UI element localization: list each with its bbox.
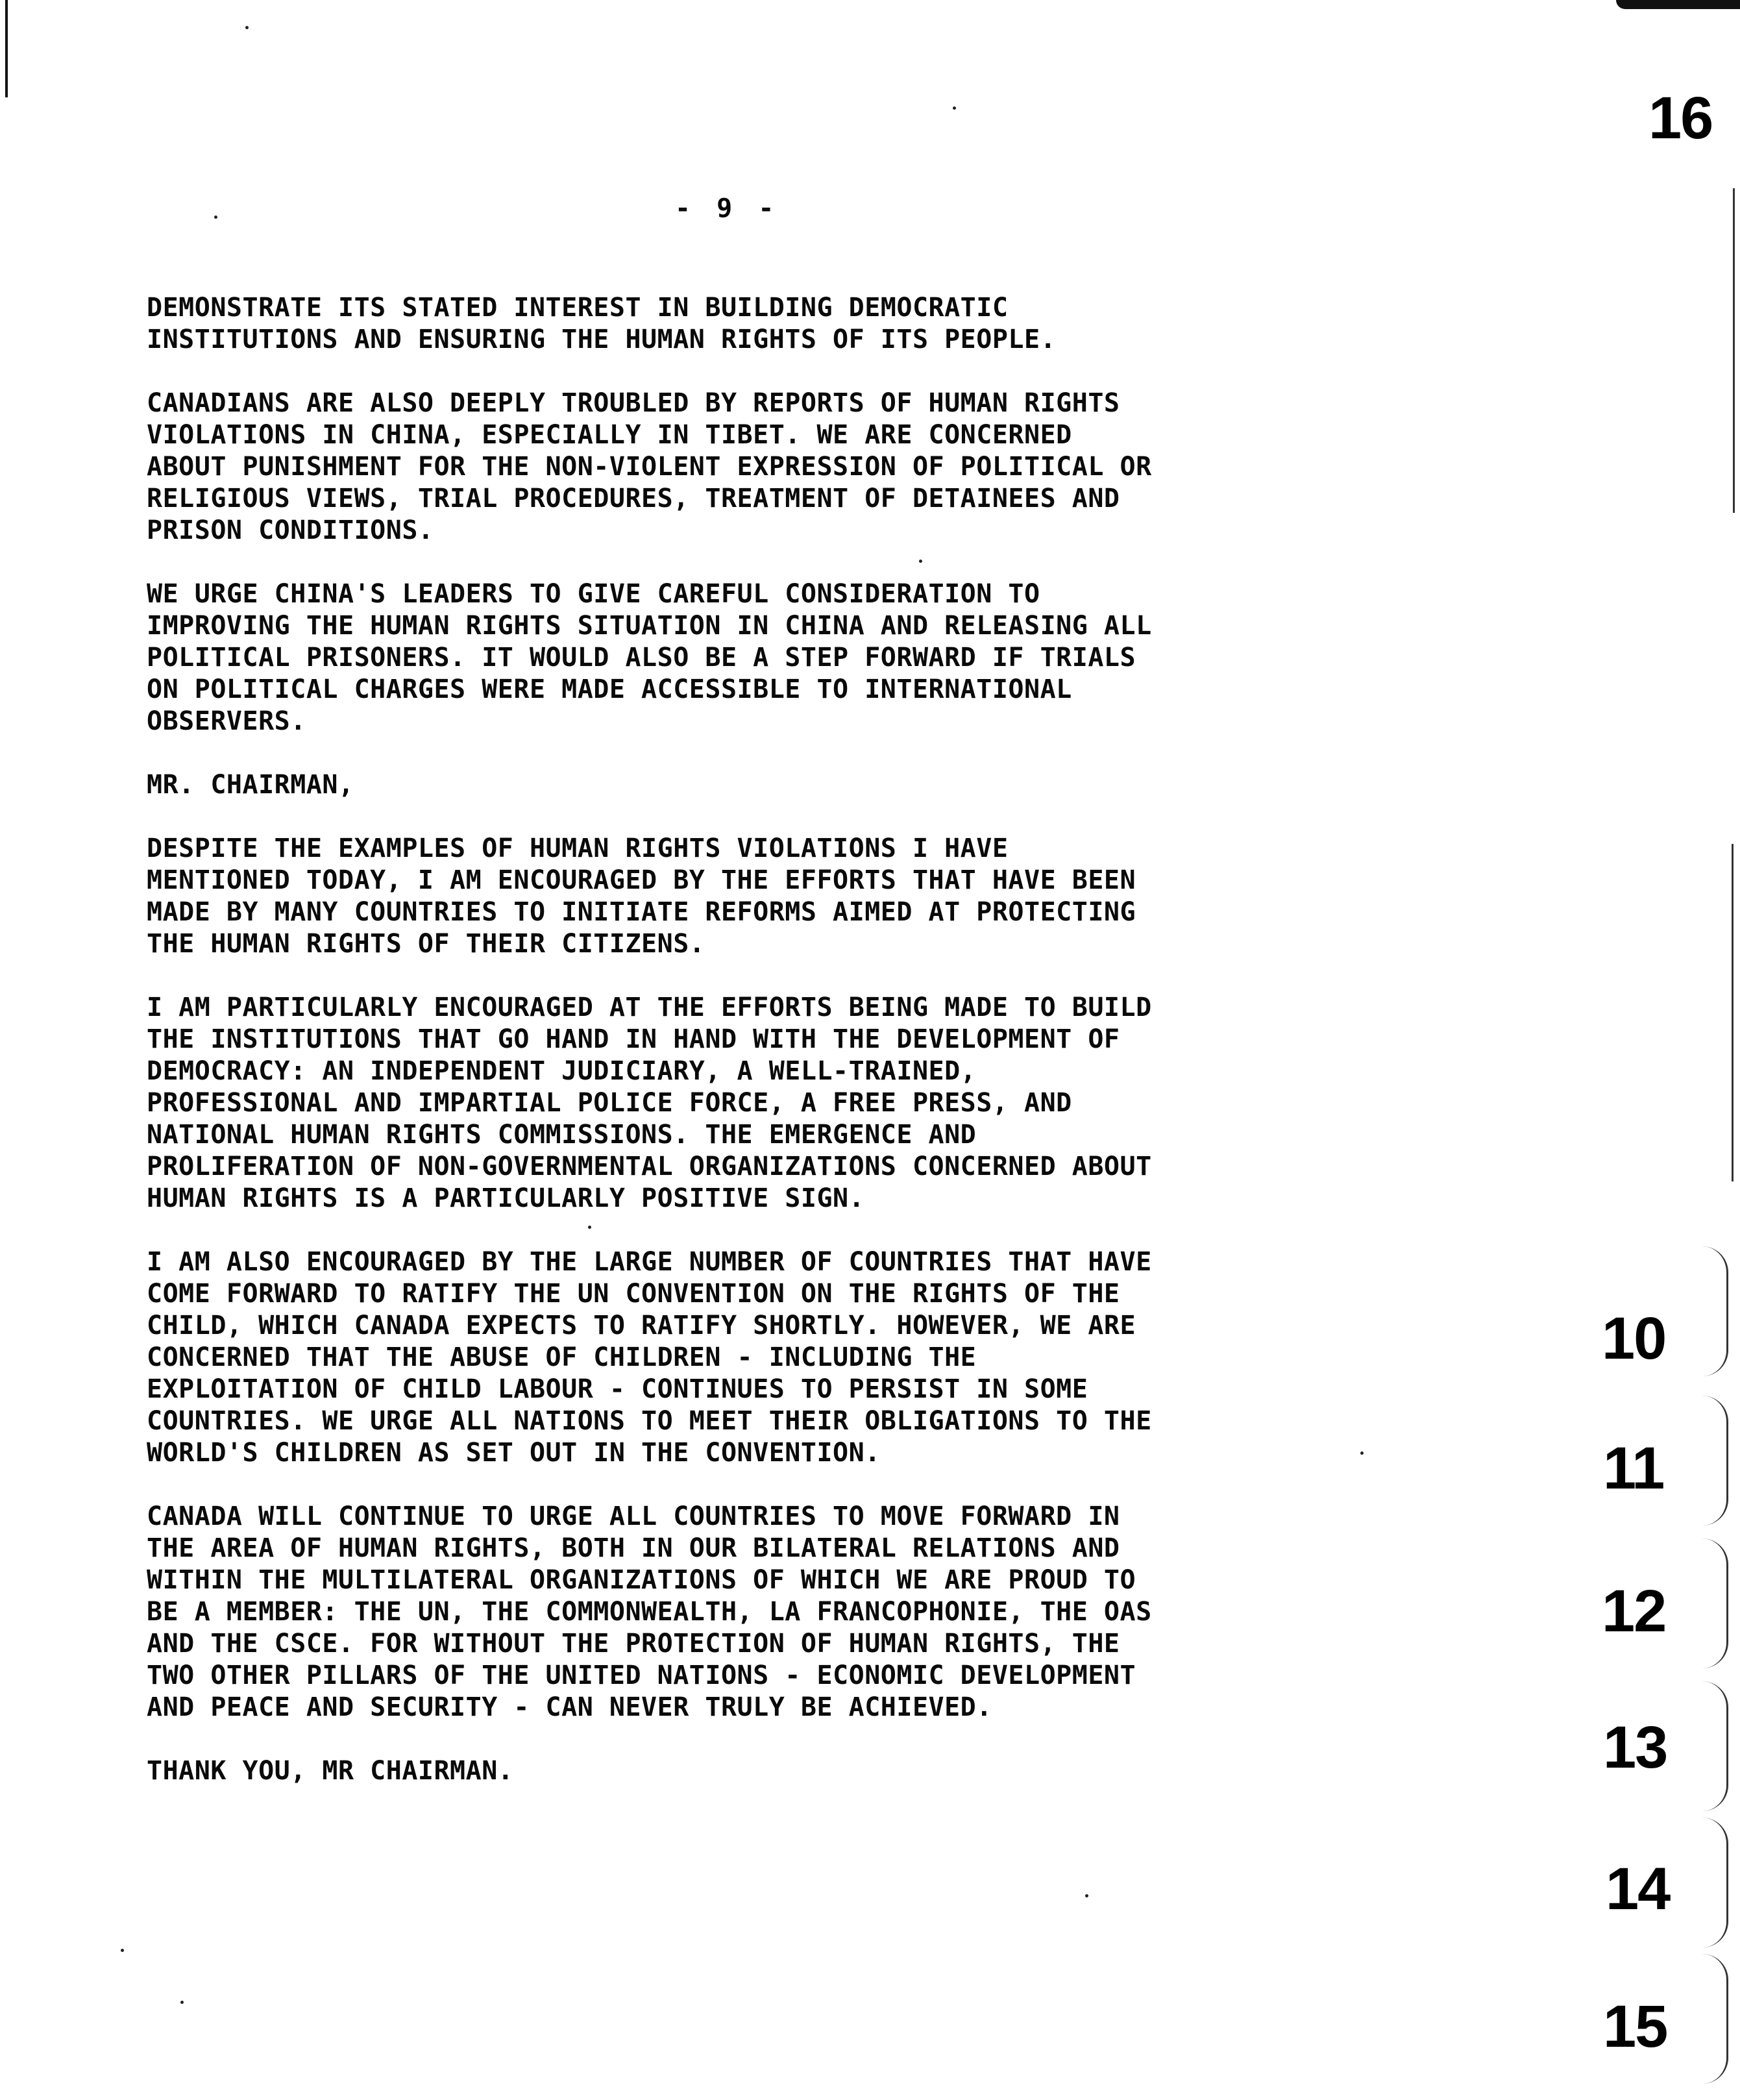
tab-edge [1687, 1246, 1728, 1376]
scan-speck [953, 106, 956, 110]
scan-speck [588, 1226, 591, 1229]
index-tab-12: 12 [1602, 1578, 1666, 1644]
tab-edge [1732, 844, 1734, 1181]
index-tab-10: 10 [1602, 1305, 1666, 1372]
index-tab-16: 16 [1648, 85, 1713, 151]
paragraph: DEMONSTRATE ITS STATED INTEREST IN BUILDING DEMOCRATIC INSTITUTIONS AND ENSURING THE HUMAN RIGHTS OF ITS PEOPLE. [147, 293, 1057, 354]
scan-speck [1360, 1451, 1364, 1455]
tab-edge [1687, 1396, 1728, 1526]
scan-speck [1085, 1894, 1088, 1897]
paragraph: DESPITE THE EXAMPLES OF HUMAN RIGHTS VIOLATIONS I HAVE MENTIONED TODAY, I AM ENCOURAGED BY THE EFFORTS THAT HAVE BEEN MADE BY MANY COUNTRIES TO INITIATE REFORMS AIMED AT PROTECTING THE HUMAN RIGHTS OF THEIR CITIZENS. [147, 834, 1136, 959]
page-number: - 9 - [675, 193, 779, 223]
paragraph: CANADA WILL CONTINUE TO URGE ALL COUNTRIES TO MOVE FORWARD IN THE AREA OF HUMAN RIGHTS, BOTH IN OUR BILATERAL RELATIONS AND WITHIN THE MULTILATERAL ORGANIZATIONS OF WHICH WE ARE PROUD TO BE A MEMBER: THE UN, THE COMMONWEALTH, LA FRANCOPHONIE, THE OAS AND THE CSCE. FOR WITHOUT THE PROTECTION OF HUMAN RIGHTS, THE TWO OTHER PILLARS OF THE UNITED NATIONS - ECONOMIC DEVELOPMENT AND PEACE AND SECURITY - CAN NEVER TRULY BE ACHIEVED. [147, 1501, 1152, 1722]
paragraph: CANADIANS ARE ALSO DEEPLY TROUBLED BY REPORTS OF HUMAN RIGHTS VIOLATIONS IN CHINA, ESPECIALLY IN TIBET. WE ARE CONCERNED ABOUT PUNISHMENT FOR THE NON-VIOLENT EXPRESSION OF POLITICAL OR RELIGIOUS VIEWS, TRIAL PROCEDURES, TREATMENT OF DETAINEES AND PRISON CONDITIONS. [147, 388, 1152, 545]
index-tab-11: 11 [1603, 1435, 1664, 1501]
index-tab-15: 15 [1603, 1994, 1667, 2060]
paragraph: I AM ALSO ENCOURAGED BY THE LARGE NUMBER OF COUNTRIES THAT HAVE COME FORWARD TO RATIFY THE UN CONVENTION ON THE RIGHTS OF THE CHILD, WHICH CANADA EXPECTS TO RATIFY SHORTLY. HOWEVER, WE ARE CONCERNED THAT THE ABUSE OF CHILDREN - INCLUDING THE EXPLOITATION OF CHILD LABOUR - CONTINUES TO PERSIST IN SOME COUNTRIES. WE URGE ALL NATIONS TO MEET THEIR OBLIGATIONS TO THE WORLD'S CHILDREN AS SET OUT IN THE CONVENTION. [147, 1247, 1152, 1468]
document-body [147, 292, 1393, 1819]
scan-speck [180, 2001, 184, 2004]
scan-speck [245, 26, 249, 29]
paragraph: WE URGE CHINA'S LEADERS TO GIVE CAREFUL CONSIDERATION TO IMPROVING THE HUMAN RIGHTS SITUATION IN CHINA AND RELEASING ALL POLITICAL PRISONERS. IT WOULD ALSO BE A STEP FORWARD IF TRIALS ON POLITICAL CHARGES WERE MADE ACCESSIBLE TO INTERNATIONAL OBSERVERS. [147, 579, 1152, 736]
tab-edge [1687, 1681, 1728, 1811]
tab-edge [1687, 1818, 1728, 1947]
tab-edge [1687, 1954, 1728, 2084]
paragraph: I AM PARTICULARLY ENCOURAGED AT THE EFFORTS BEING MADE TO BUILD THE INSTITUTIONS THAT GO HAND IN HAND WITH THE DEVELOPMENT OF DEMOCRACY: AN INDEPENDENT JUDICIARY, A WELL-TRAINED, PROFESSIONAL AND IMPARTIAL POLICE FORCE, A FREE PRESS, AND NATIONAL HUMAN RIGHTS COMMISSIONS. THE EMERGENCE AND PROLIFERATION OF NON-GOVERNMENTAL ORGANIZATIONS CONCERNED ABOUT HUMAN RIGHTS IS A PARTICULARLY POSITIVE SIGN. [147, 993, 1152, 1213]
index-tab-strip [1602, 0, 1740, 2100]
scan-edge [5, 0, 8, 97]
tab-edge [1687, 1538, 1728, 1668]
index-tab-13: 13 [1603, 1714, 1667, 1781]
index-tab-14: 14 [1606, 1856, 1670, 1922]
salutation: MR. CHAIRMAN, [147, 770, 354, 800]
closing-line: THANK YOU, MR CHAIRMAN. [147, 1756, 514, 1786]
scan-speck [121, 1949, 124, 1952]
tab-edge [1733, 188, 1735, 513]
scan-speck [214, 216, 217, 219]
scan-speck [919, 560, 922, 563]
